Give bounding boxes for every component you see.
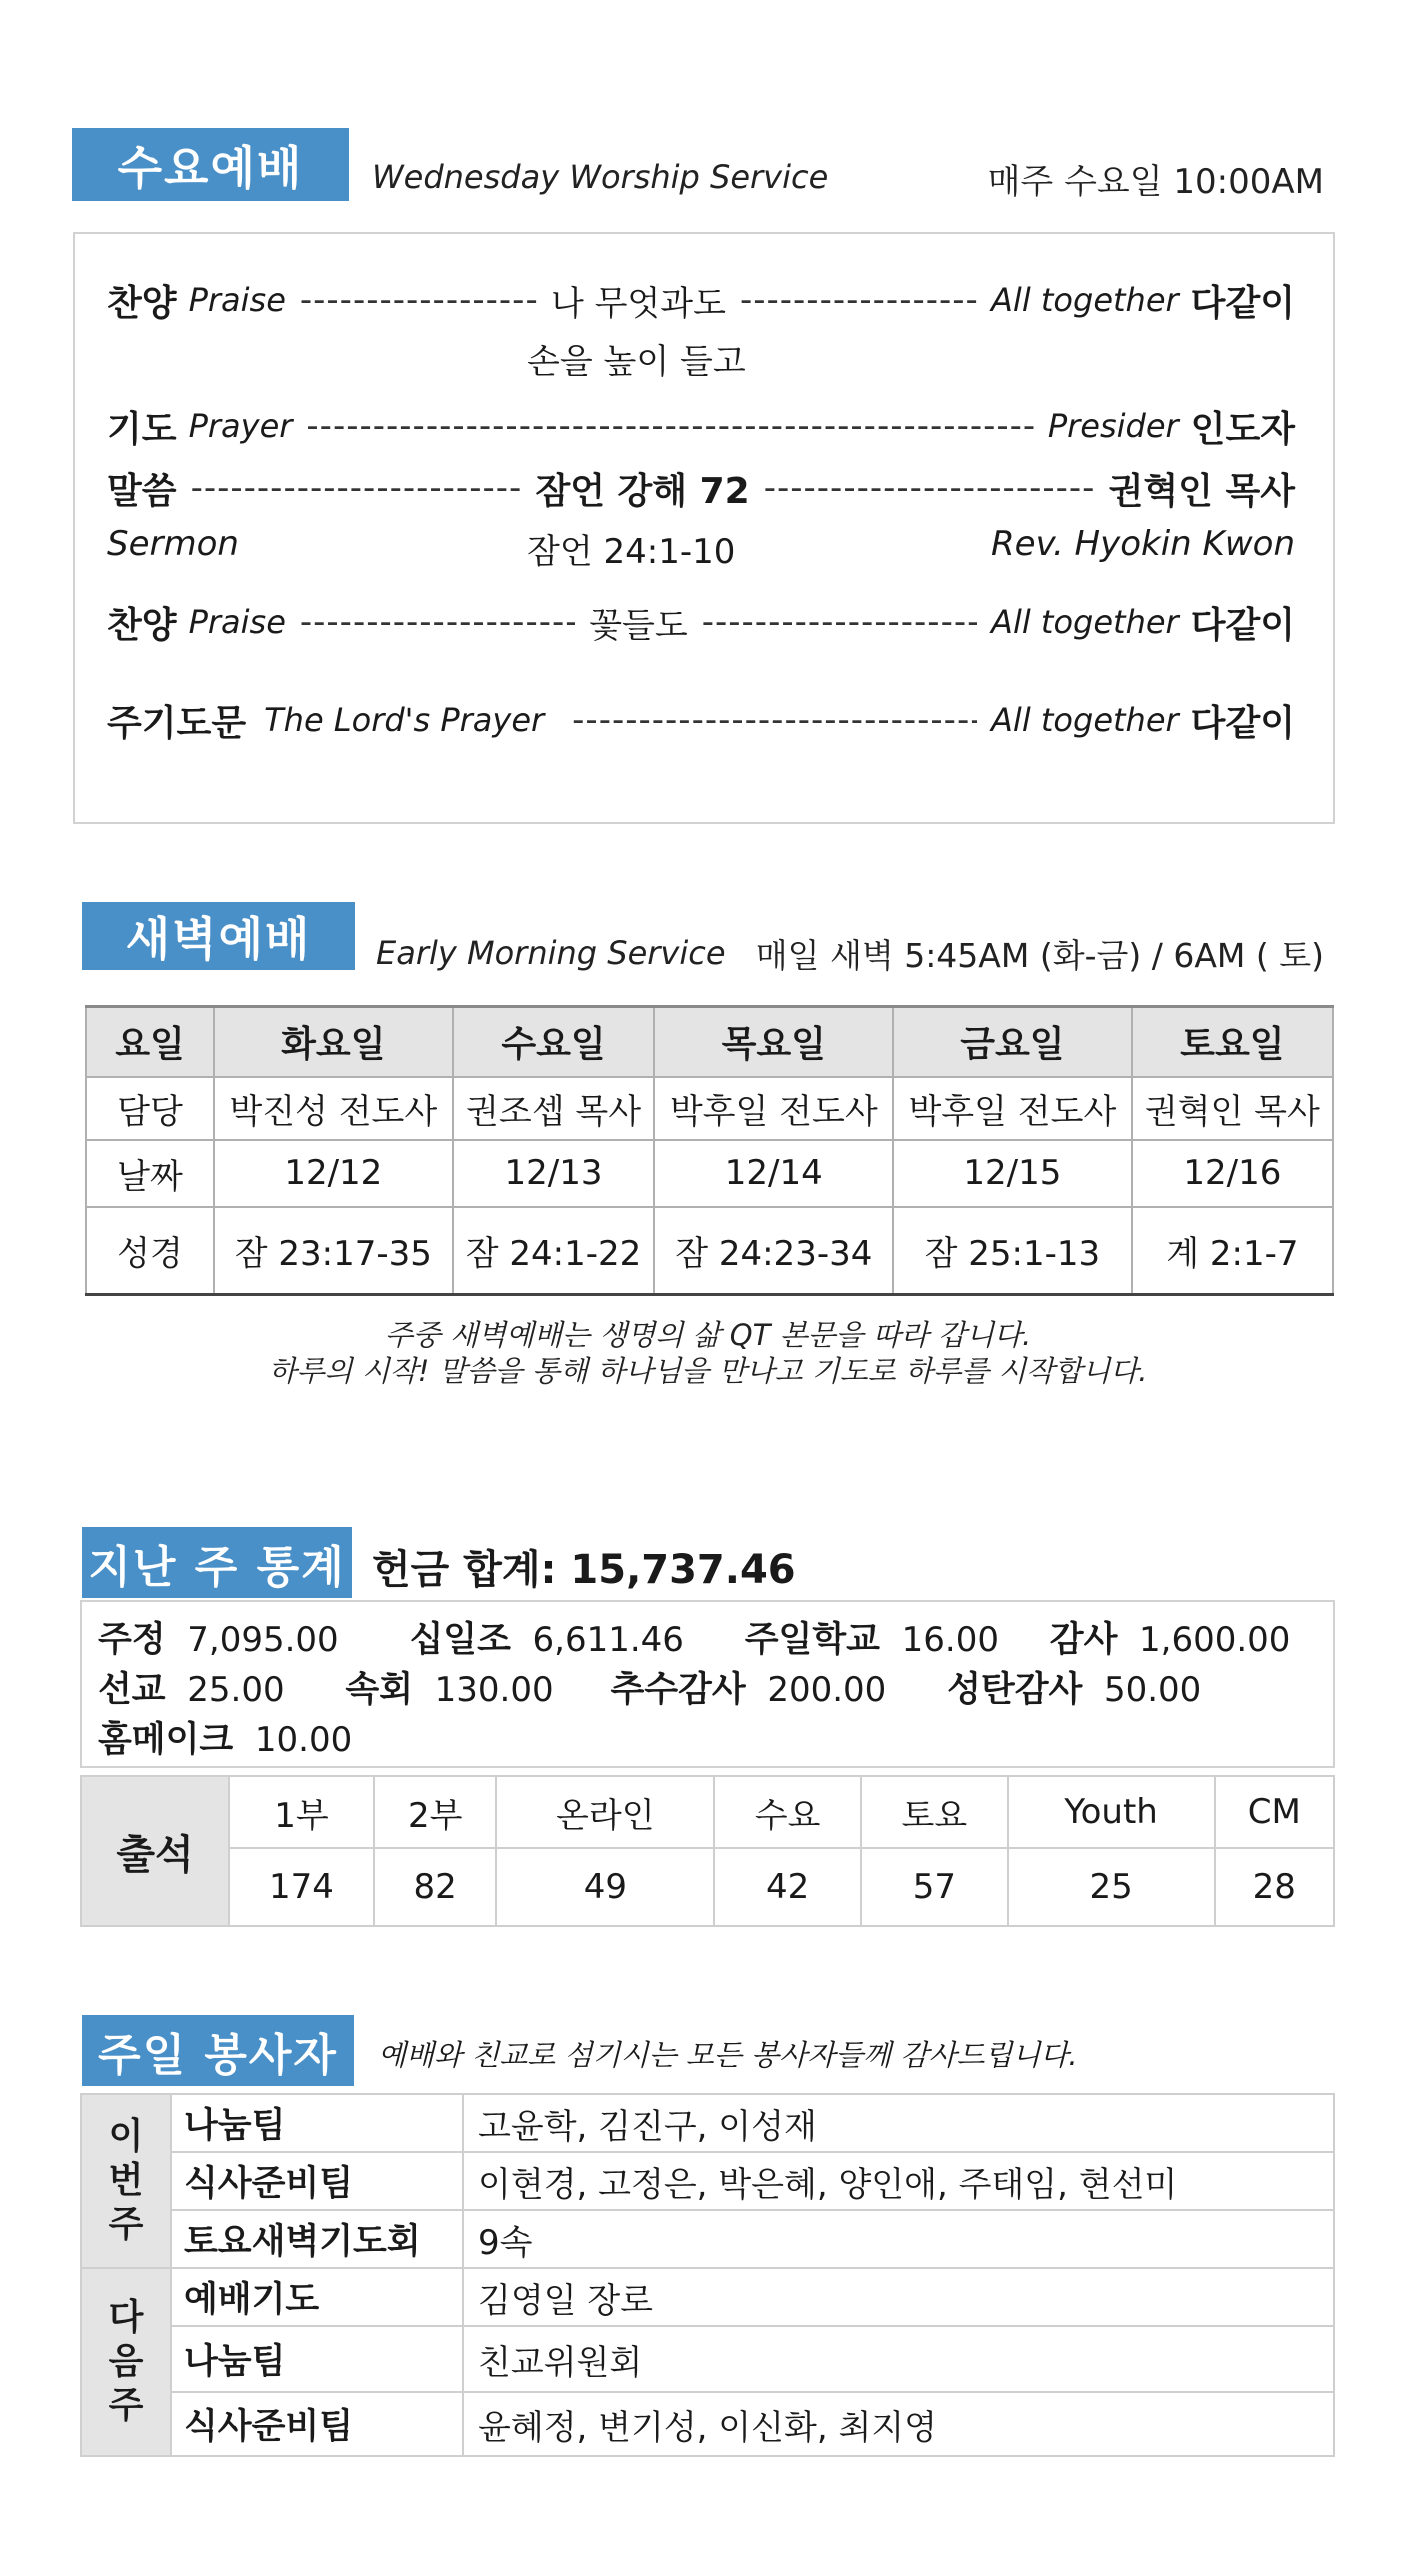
leader-cell: 박후일 전도사: [893, 1077, 1132, 1140]
offering-label: 주일학교: [744, 1620, 880, 1660]
table-row: [81, 2268, 1334, 2326]
group-label-next-week: [81, 2268, 171, 2456]
table-row: [81, 2326, 1334, 2392]
table-row: [81, 2094, 1334, 2152]
order-who: 다같이: [1190, 604, 1296, 646]
order-label-en: Praise: [188, 281, 286, 319]
group-label-char: 주: [108, 2204, 144, 2245]
order-label: 찬양: [107, 282, 177, 324]
attendance-value: 42: [714, 1848, 861, 1926]
leader-dots: [764, 468, 1095, 508]
volunteer-role: 식사준비팀: [171, 2152, 463, 2210]
volunteer-role: 토요새벽기도회: [171, 2210, 463, 2268]
offering-line-3: [98, 1712, 352, 1762]
sermon-preacher-en: Rev. Hyokin Kwon: [991, 524, 1295, 564]
table-row: [86, 1077, 1333, 1140]
leader-dots: [300, 602, 575, 642]
offering-amount: 1,600.00: [1139, 1620, 1291, 1660]
group-label-char: 이: [108, 2116, 144, 2157]
row-label: 성경: [86, 1207, 214, 1295]
day-cell: 화요일: [214, 1007, 453, 1077]
leader-cell: 박후일 전도사: [654, 1077, 893, 1140]
order-who: 권혁인 목사: [1108, 470, 1296, 512]
order-row-lords-prayer: [107, 692, 1295, 748]
date-cell: 12/16: [1132, 1140, 1333, 1207]
order-label-en: Praise: [188, 603, 286, 641]
leader-cell: 박진성 전도사: [214, 1077, 453, 1140]
order-who-en: All together: [991, 281, 1179, 319]
table-row: [81, 2392, 1334, 2456]
order-title: 꽃들도: [589, 605, 688, 646]
leader-dots: [191, 468, 522, 508]
attendance-value: 28: [1215, 1848, 1334, 1926]
leader-dots: [702, 602, 977, 642]
table-row: [81, 1848, 1334, 1926]
group-label-char: 주: [108, 2385, 144, 2426]
day-cell: 금요일: [893, 1007, 1132, 1077]
offering-amount: 10.00: [254, 1720, 353, 1760]
offering-amount: 16.00: [901, 1620, 999, 1660]
offering-amount: 130.00: [434, 1670, 554, 1710]
volunteer-role: 나눔팀: [171, 2094, 463, 2152]
offering-label: 홈메이크: [98, 1720, 234, 1760]
scripture-cell: 계 2:1-7: [1132, 1207, 1333, 1295]
volunteer-role: 식사준비팀: [171, 2392, 463, 2456]
order-title-line2: 손을 높이 들고: [527, 342, 746, 382]
stats-section-tag: 지난 주 통계: [82, 1527, 352, 1598]
offering-line-2: [98, 1662, 1201, 1712]
scripture-cell: 잠 25:1-13: [893, 1207, 1132, 1295]
attendance-table: [80, 1775, 1335, 1927]
volunteers-table: [80, 2093, 1335, 2457]
leader-dots: [572, 700, 977, 740]
wednesday-schedule: 매주 수요일 10:00AM: [987, 162, 1324, 202]
attendance-value: 25: [1008, 1848, 1215, 1926]
day-cell: 수요일: [453, 1007, 655, 1077]
order-row-praise1: [107, 272, 1295, 328]
volunteer-names: 9속: [463, 2210, 1334, 2268]
offering-breakdown-box: [80, 1600, 1335, 1768]
order-label-en: The Lord's Prayer: [264, 701, 545, 739]
order-row-praise2: [107, 594, 1295, 650]
attendance-header: 2부: [374, 1776, 496, 1848]
offering-amount: 50.00: [1103, 1670, 1202, 1710]
order-label: 말씀: [107, 470, 177, 512]
order-row-prayer: [107, 398, 1295, 454]
offering-label: 속회: [345, 1670, 414, 1710]
order-row-sermon: [107, 460, 1295, 516]
sermon-label-en: Sermon: [107, 524, 239, 564]
table-row: [86, 1140, 1333, 1207]
group-label-this-week: [81, 2094, 171, 2268]
leader-dots: [740, 280, 977, 320]
day-cell: 토요일: [1132, 1007, 1333, 1077]
attendance-value: 57: [861, 1848, 1008, 1926]
attendance-value: 82: [374, 1848, 496, 1926]
order-label: 주기도문: [107, 702, 247, 744]
early-morning-section-tag: 새벽예배: [82, 902, 355, 970]
offering-label: 주정: [98, 1620, 166, 1660]
wednesday-subtitle: Wednesday Worship Service: [372, 158, 829, 196]
early-morning-note-2: 하루의 시작! 말씀을 통해 하나님을 만나고 기도로 하루를 시작합니다.: [268, 1354, 1148, 1388]
attendance-header: CM: [1215, 1776, 1334, 1848]
order-who-en: Presider: [1047, 407, 1179, 445]
row-label: 요일: [86, 1007, 214, 1077]
attendance-label: 출석: [81, 1776, 229, 1926]
order-label-en: Prayer: [188, 407, 293, 445]
wednesday-order-box: [73, 232, 1335, 824]
order-label: 기도: [107, 408, 177, 450]
date-cell: 12/13: [453, 1140, 655, 1207]
early-morning-subtitle: Early Morning Service: [376, 934, 726, 972]
sermon-title: 잠언 강해 72: [535, 470, 750, 512]
table-row: [81, 2152, 1334, 2210]
date-cell: 12/12: [214, 1140, 453, 1207]
offering-label: 십일조: [409, 1620, 511, 1660]
attendance-value: 49: [496, 1848, 714, 1926]
early-morning-table: [85, 1005, 1334, 1296]
volunteer-names: 고윤학, 김진구, 이성재: [463, 2094, 1334, 2152]
offering-label: 선교: [98, 1670, 166, 1710]
volunteer-names: 윤혜정, 변기성, 이신화, 최지영: [463, 2392, 1334, 2456]
row-label: 날짜: [86, 1140, 214, 1207]
group-label-char: 다: [108, 2297, 144, 2338]
volunteer-role: 예배기도: [171, 2268, 463, 2326]
offering-label: 추수감사: [610, 1670, 746, 1710]
row-label: 담당: [86, 1077, 214, 1140]
order-who-en: All together: [991, 603, 1179, 641]
attendance-header: 온라인: [496, 1776, 714, 1848]
offering-label: 성탄감사: [947, 1670, 1083, 1710]
scripture-cell: 잠 24:1-22: [453, 1207, 655, 1295]
table-row: [81, 1776, 1334, 1848]
table-row: [81, 2210, 1334, 2268]
attendance-value: 174: [229, 1848, 374, 1926]
early-morning-schedule: 매일 새벽 5:45AM (화-금) / 6AM ( 토): [755, 936, 1324, 975]
offering-line-1: [98, 1612, 1290, 1662]
date-cell: 12/14: [654, 1140, 893, 1207]
group-label-char: 번: [108, 2160, 144, 2201]
offering-label: 감사: [1049, 1620, 1118, 1660]
offering-amount: 7,095.00: [187, 1620, 339, 1660]
order-who: 다같이: [1190, 282, 1295, 324]
leader-cell: 권조셉 목사: [453, 1077, 655, 1140]
offering-total: 헌금 합계: 15,737.46: [372, 1547, 796, 1593]
sermon-passage: 잠언 24:1-10: [527, 532, 736, 572]
order-who: 인도자: [1190, 408, 1295, 450]
attendance-header: 수요: [714, 1776, 861, 1848]
date-cell: 12/15: [893, 1140, 1132, 1207]
order-label: 찬양: [107, 604, 177, 646]
scripture-cell: 잠 23:17-35: [214, 1207, 453, 1295]
volunteer-role: 나눔팀: [171, 2326, 463, 2392]
attendance-header: Youth: [1008, 1776, 1215, 1848]
table-row: [86, 1207, 1333, 1295]
early-morning-note-1: 주중 새벽예배는 생명의 삶 QT 본문을 따라 갑니다.: [384, 1318, 1032, 1352]
scripture-cell: 잠 24:23-34: [654, 1207, 893, 1295]
group-label-char: 음: [108, 2341, 144, 2382]
volunteer-names: 김영일 장로: [463, 2268, 1334, 2326]
leader-dots: [306, 406, 1033, 446]
offering-amount: 200.00: [767, 1670, 887, 1710]
order-who-en: All together: [991, 701, 1179, 739]
offering-amount: 25.00: [187, 1670, 285, 1710]
day-cell: 목요일: [654, 1007, 893, 1077]
volunteers-note: 예배와 친교로 섬기시는 모든 봉사자들께 감사드립니다.: [378, 2038, 1078, 2072]
order-title: 나 무엇과도: [550, 283, 726, 324]
leader-cell: 권혁인 목사: [1132, 1077, 1333, 1140]
volunteer-names: 이현경, 고정은, 박은혜, 양인애, 주태임, 현선미: [463, 2152, 1334, 2210]
order-who: 다같이: [1190, 702, 1295, 744]
volunteer-names: 친교위원회: [463, 2326, 1334, 2392]
offering-amount: 6,611.46: [532, 1620, 684, 1660]
attendance-header: 토요: [861, 1776, 1008, 1848]
wednesday-section-tag: 수요예배: [72, 128, 349, 201]
table-row: [86, 1007, 1333, 1077]
attendance-header: 1부: [229, 1776, 374, 1848]
volunteers-section-tag: 주일 봉사자: [82, 2015, 354, 2086]
leader-dots: [300, 280, 537, 320]
